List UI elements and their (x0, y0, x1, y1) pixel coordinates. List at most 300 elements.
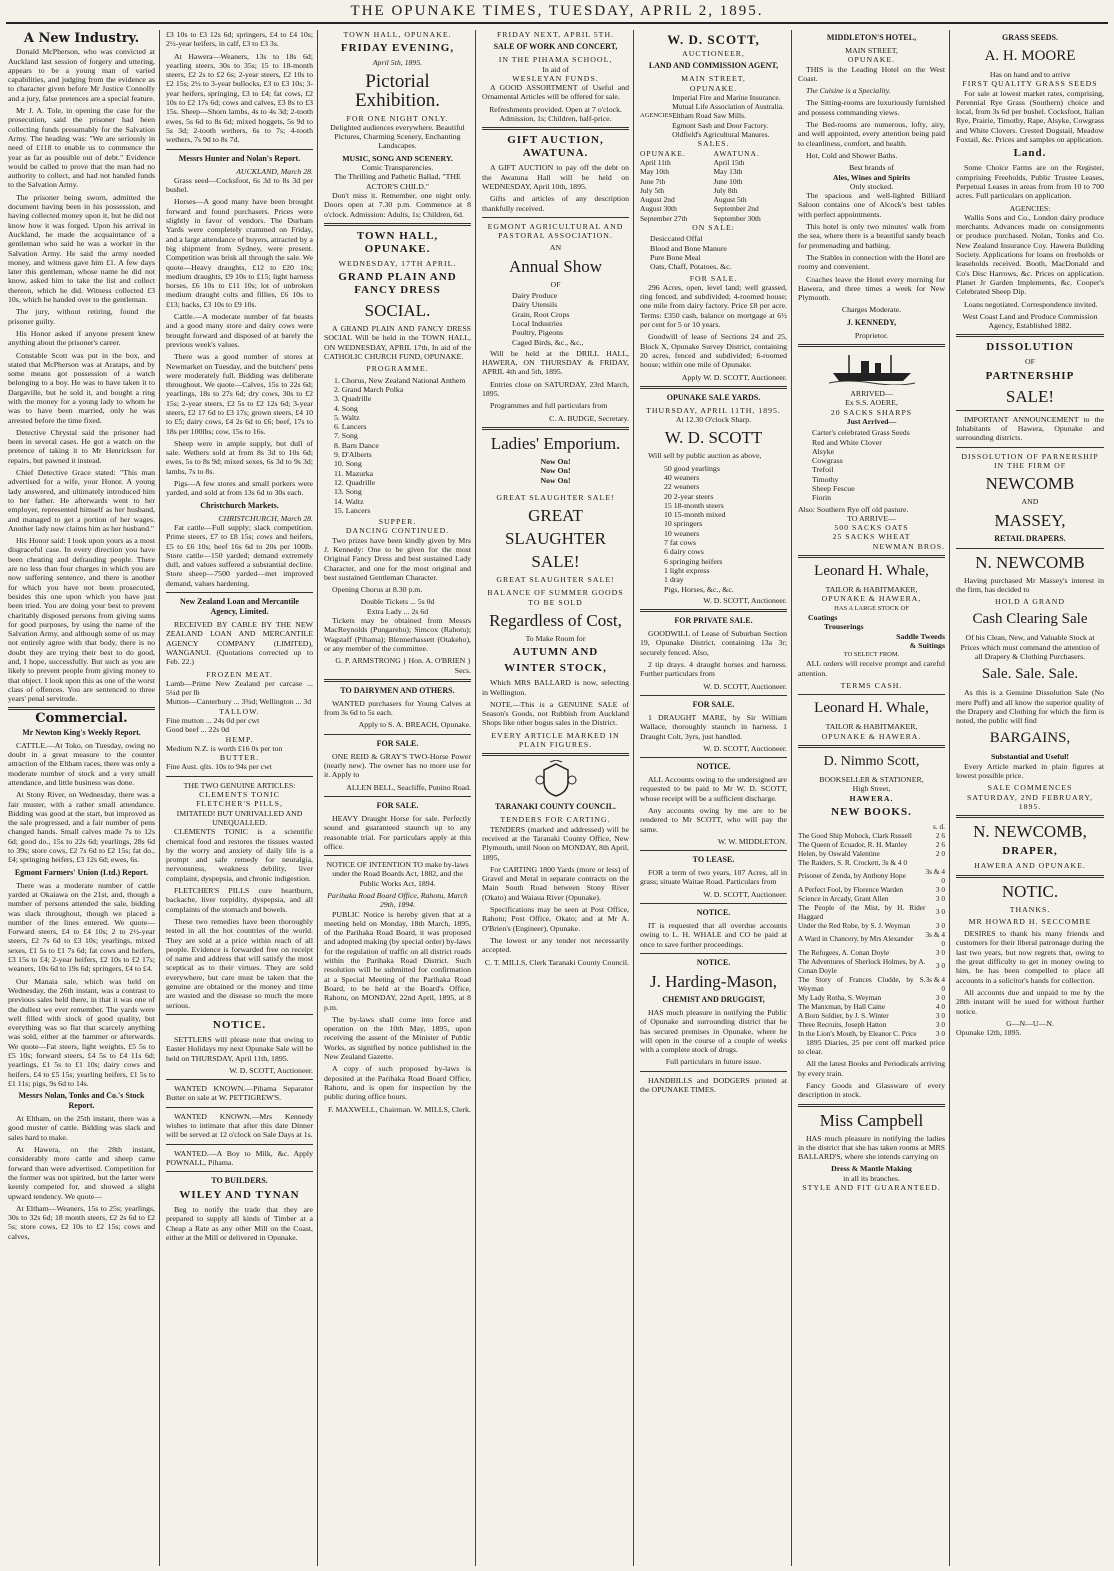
ad-paragraph: 296 Acres, open, level land; well grassed, ring fenced, and subdivided; 4-roomed house; one mile from dairy factory. Price £8 per acre. Terms: £350 cash, balance on mortgage at 6½ per cent for 5 or 10 years. (640, 282, 787, 330)
programme-heading: PROGRAMME. (366, 364, 429, 374)
show-item: Local Industries (512, 318, 563, 328)
ad-heading: NOTICE. (696, 908, 731, 918)
draper-heading: DRAPER, (1002, 845, 1058, 858)
sale-date: September 27th (640, 213, 688, 223)
ad-line: Comic Transparencies. (361, 163, 434, 173)
ad-paragraph: HANDBILLS and DODGERS printed at the OPUNAKE TIMES. (640, 1075, 787, 1095)
book-title: A Perfect Fool, by Florence Warden (798, 884, 904, 894)
ad-paragraph: West Coast Land and Produce Commission Agency, Established 1882. (962, 311, 1098, 331)
book-title: Prisoner of Zenda, by Anthony Hope (798, 871, 906, 881)
signature: G. P. ARMSTRONG } Hon. A. O'BRIEN } Secs. (335, 656, 471, 675)
ad-paragraph: THIS is the Leading Hotel on the West Coast. (798, 64, 945, 83)
programme-item: 11. Mazurka (334, 468, 374, 478)
ad-line: MR HOWARD H. SECCOMBE (968, 916, 1092, 926)
date-line: Opunake 12th, 1895. (956, 1028, 1022, 1038)
article-paragraph: Chief Detective Grace stated: "This man advertised for a wife, your Honor. A young lady answered, and ultimately introduced him to her father. He afterwards went to her employer, represented himself as her husband, and managed to get a portion of her wages. Another lady now claims him as her husband." (8, 468, 155, 533)
divider (166, 149, 313, 150)
divider (166, 1079, 313, 1080)
ladies-emporium: Ladies' Emporium. (490, 433, 621, 453)
divider (482, 753, 629, 756)
massey-heading: MASSEY, (994, 510, 1066, 530)
article-paragraph: Horses—A good many have been brought forward and found purchasers. Prices were slightly in favor of vendors. The Durham Yards were completely crammed on Friday, and a large attendance of buyers, attracted by a big shipment from Sydney, were present. Competition was brisk all through the sale. We quote—Heavy draughts, £12 to £20 10s; medium draughts, £9 10s to £15; light harness horses, £6 10s to £11 10s; lot of unbroken medium draught colts and fillies, £6 10s to £13; hacks, £3 10s to £9 10s. (166, 197, 313, 309)
divider (482, 427, 629, 430)
slaughter-heading: SLAUGHTER (504, 529, 607, 549)
sale-date: September 30th (713, 213, 761, 223)
ad-line: AGENCIES: (1009, 203, 1051, 213)
ad-paragraph: A copy of such proposed by-laws is deposited at the Parihaka Road Board Office, Rahotu, and is open for inspection by the public during office hours. (324, 1064, 471, 1102)
ad-heading: FRIDAY EVENING, (340, 42, 455, 55)
agency-item: Mutual Life Association of Australia. (672, 102, 784, 112)
divider (8, 707, 155, 710)
signature: NEWMAN BROS. (872, 541, 945, 551)
ad-line: 20 SACKS SHARPS (830, 407, 913, 417)
ad-heading: THE TWO GENUINE ARTICLES: (183, 780, 296, 790)
divider (640, 1071, 787, 1072)
market-heading: FROZEN MEAT. (206, 669, 273, 679)
ad-line: OPUNAKE & HAWERA, (821, 594, 922, 604)
regardless-heading: Regardless of Cost, (489, 610, 622, 630)
ad-heading: EGMONT AGRICULTURAL AND PASTORAL ASSOCIATION. (487, 221, 624, 241)
book-title: The Good Ship Mohock, Clark Russell (798, 830, 912, 840)
book-price: 3s & 4 0 (925, 929, 945, 948)
ad-paragraph: Programmes and full particulars from (490, 401, 608, 411)
seed-item: Timothy (812, 474, 839, 484)
stock-item: 7 fat cows (664, 538, 697, 548)
ad-heading: DISSOLUTION (986, 341, 1074, 354)
article-paragraph: RECEIVED BY CABLE BY THE NEW ZEALAND LOAN AND MERCANTILE AGENCY COMPANY (LIMITED), WANGANUI. (Quotations corrected up to Feb. 22.) (166, 620, 313, 667)
signature: ALLEN BELL, Seacliffe, Punino Road. (346, 782, 471, 792)
stock-item: 6 dairy cows (664, 547, 704, 557)
article-paragraph: Pigs—A few stores and small porkers were yarded, and sold at from 13s 6d to 30s each. (166, 479, 313, 498)
ad-paragraph: Hot, Cold and Shower Baths. (806, 150, 898, 160)
article-paragraph: Constable Scott was put in the box, and stated that McPherson was at Arataps, and by some means got possession of a watch belonging to a boy. He was to have taken it to Dargaville, but he sold it, and bought a ring with the money for a young lady to whom he was to have been married, only he was arrested before the time fixed. (8, 350, 155, 425)
ad-paragraph: HAS much pleasure in notifying the Public of Opunake and surrounding district that he has secured premises in Opunake, where he will open in the course of a couple of weeks with a complete stock of drugs. (640, 1007, 787, 1055)
ad-paragraph: All accounts due and unpaid to me by the 28th instant will be sued for without further notice. (956, 987, 1104, 1016)
article-paragraph: The prisoner being sworn, admitted the document having been in his possession, and having collected money upon it, but he did not know how it was forged. Upon his arrival in Auckland, he made the acquaintance of a gentleman who said he was a worker in the Salvation Army. He said the army needed money, and witness gave him £1. A few days later this gentleman, whose name he did not know, asked him to take the list and collect thereon, which he did. Witness collected £3 10s, which he handed over to the gentleman. (8, 192, 155, 305)
ad-line: HAWERA AND OPUNAKE. (974, 861, 1086, 871)
divider (798, 344, 945, 347)
ad-line: TO SELECT FROM. (843, 651, 900, 659)
article-paragraph: Beg to notify the trade that they are prepared to supply all kinds of Timber at a Cheap a Rate as any other Mill on the Coast, either at the Mill or delivered in Opunake. (166, 1205, 313, 1243)
land-heading: Land. (1013, 147, 1047, 160)
ad-heading: FLETCHER'S PILLS, (196, 799, 283, 809)
divider (324, 223, 471, 226)
article-paragraph: At Eltham—Weaners, 15s to 25s; yearlings, 30s to 32s 6d; 18 month steers, £2 2s 6d to £2 5s; store cows, £2 10s to £2 15s; cows and calves, (8, 1203, 155, 1241)
stock-item: 15 18-month steers (664, 500, 724, 510)
subhead-egmont-farmers: Egmont Farmers' Union (Ltd.) Report. (14, 867, 149, 877)
ad-line: AUCTIONEER, (682, 49, 745, 58)
sale-date: August 2nd (640, 195, 675, 205)
whale-heading: Leonard H. Whale, (814, 563, 929, 580)
book-price: 3 0 (935, 907, 945, 917)
ad-paragraph: DESIRES to thank his many friends and customers for their liberal patronage during the last two years, but now regrets that, owing to the great difficulty to get in money owing to him, he has been compelled to place all accounts in a solicitor's hands for collection. (956, 929, 1104, 985)
agency-item: Oldfield's Agricultural Manures. (672, 130, 770, 140)
ad-line: SUPPER. (378, 517, 417, 527)
book-price: 2 0 (935, 848, 945, 858)
divider (640, 386, 787, 389)
article-paragraph: There was a moderate number of cattle yarded at Okaiawa on the 21st, and, though a number of persons attended the sale, bidding was slack throughout, though we placed a number of the lines entered. We quote—Forward steers, £4 to £4 10s; 2 to 2½-year steers, £2 7s 6d to £3 10s; yearlings, mixed sexes, £1 5s to £1 7s 6d; fat cows and heifers, £3 15s to £4; 2-year heifers, £2 10s to £2 17s; weaners, 10s 6d to 19s 6d; springers, £4 to £4. (8, 880, 155, 974)
ad-paragraph: Which MRS BALLARD is now, selecting in Wellington. (482, 678, 629, 697)
book-title: The Story of Frances Cludde, by S. Weyman (798, 974, 926, 993)
show-item: Dairy Utensils (512, 300, 558, 310)
ad-heading: AUTUMN AND (512, 646, 599, 659)
ad-heading: PARTNERSHIP (985, 369, 1075, 382)
divider (166, 592, 313, 593)
agency-item: Imperial Fire and Marine Insurance. (672, 92, 781, 102)
book-title: In the Lion's Mouth, by Eleanor C. Price (798, 1028, 917, 1038)
sale-date: September 2nd (713, 204, 759, 214)
ad-paragraph: Gifts and articles of any description thankfully received. (482, 194, 629, 213)
ad-line: ARRIVED— (850, 389, 893, 399)
divider (482, 217, 629, 218)
ad-paragraph: IT is requested that all overdue accounts owing to L. H. WHALE and CO be paid at once to save further proceedings. (640, 921, 787, 949)
programme-item: 12. Quadrille (334, 477, 376, 487)
cloth-item: Coatings (808, 612, 838, 622)
article-paragraph: Cattle.—A moderate number of fat beasts and a good many store and dairy cows were brought forward and disposed of at barely the previous week's values. (166, 312, 313, 349)
column-2 (162, 30, 318, 1566)
article-paragraph: CATTLE.—At Toko, on Tuesday, owing no doubt in a great measure to the counter attraction of the Eltham races, there was only a moderate number of stock and a very small attendance, and little business was done. (8, 740, 155, 787)
sale-date: May 13th (713, 167, 743, 177)
ad-line: OPUNAKE. (689, 83, 738, 93)
ad-paragraph: Delighted audiences everywhere. Beautiful Pictures, Charming Scenery, Enchanting Landscapes. (330, 122, 465, 151)
signature: W. D. SCOTT, Auctioneer. (703, 595, 787, 605)
book-price: 3 0 (935, 961, 945, 971)
sale-date: August 5th (713, 195, 747, 205)
ad-line: TO ARRIVE— (847, 513, 896, 523)
agencies-list (672, 93, 787, 139)
now-on: Now On! (540, 475, 571, 485)
ad-paragraph: Fancy Goods and Glassware of every description in stock. (798, 1081, 945, 1100)
ad-paragraph: A GIFT AUCTION to pay off the debt on the Awatuna Hall will be held on WEDNESDAY, April 10th, 1895. (482, 163, 629, 191)
ad-paragraph: Every Article marked in plain figures at lowest possible price. (956, 761, 1104, 781)
divider (798, 745, 945, 748)
divider (956, 334, 1104, 337)
ad-paragraph: Coaches leave the Hotel every morning for Hawera, and three times a week for New Plymouth. (798, 274, 945, 303)
now-on: Now On! (540, 466, 571, 476)
programme-item: 10. Song (334, 459, 362, 469)
nimmo-heading: D. Nimmo Scott, (823, 753, 920, 769)
column-7 (952, 30, 1108, 1566)
ad-heading: TOWN HALL, OPUNAKE. (343, 30, 452, 39)
books-table (798, 822, 945, 1038)
book-title: Science in Arcady, Grant Allen (798, 893, 889, 903)
ad-paragraph: IMPORTANT ANNOUNCEMENT to the Inhabitants of Hawera, Opunake and surrounding districts. (956, 414, 1104, 443)
ad-paragraph: The spacious and well-lighted Billiard Saloon contains one of Alcock's best tables with perfect appointments. (798, 191, 945, 219)
signature: C. A. BUDGE, Secretary. (549, 413, 629, 423)
dateline: Parihaka Road Board Office, Rahotu, March 29th, 1894. (327, 891, 468, 910)
divider (640, 903, 787, 904)
ad-paragraph: Goodwill of lease of Sections 24 and 25, Block X, Opunake Survey District, containing 20 acres, fenced and subdivided; 6-roomed house; within one mile of Opunake. (640, 332, 787, 370)
article-paragraph: At Hawera, on the 28th instant, considerably more cattle and sheep came forward than were advertised. Competition for the former was not spirited, but the latter were keenly competed for, and showed a slight upward tendency. We quote— (8, 1145, 155, 1201)
ad-heading: SALE OF WORK AND CONCERT, (493, 42, 618, 52)
divider (166, 1014, 313, 1015)
ad-heading: FOR PRIVATE SALE. (674, 616, 753, 626)
article-paragraph: His Honor said: I look upon yours as a most disgraceful case. In every direction you have been cheating and defrauding people. There are no less than four charges in which you are now suffering sentence, and there is another for which you have not been prosecuted, besides this one upon which you have just been tried. You are doing your best to prevent charitably disposed persons from giving sums for good purposes, by using the name of the Salvation Army, and although some of us may not entirely agree with that body, there is no doubt they are trying their best to do good, and, I hope, successfully. But such as you are likely to prevent people from giving money to that object. I look upon this as one of the worst class of offences. You are sentenced to three years' penal servitude. (8, 536, 155, 704)
article-paragraph: SETTLERS will please note that owing to Easter Holidays my next Opunake Sale will be held on THURSDAY, April 11th, 1895. (166, 1034, 313, 1063)
divider (956, 447, 1104, 448)
agency-item: Egmont Sash and Door Factory. (672, 120, 769, 130)
sale-sale-heading: Sale. Sale. Sale. (981, 666, 1079, 683)
programme-item: 9. D'Alberts (334, 450, 372, 460)
subhead-christchurch: Christchurch Markets. (200, 500, 279, 510)
divider (798, 1104, 945, 1107)
divider (324, 734, 471, 735)
ad-line: The Thrilling and Pathetic Ballad, "THE ACTOR'S CHILD." (334, 172, 461, 191)
stock-item: 40 weaners (664, 472, 700, 482)
onsale-list (650, 234, 787, 271)
divider (324, 855, 471, 856)
signature: W. D. SCOTT, Auctioneer. (703, 889, 787, 899)
signature: W. D. SCOTT, Auctioneer. (703, 681, 787, 691)
book-price: 3 0 (935, 893, 945, 903)
ad-line: Ales, Wines and Spirits (832, 172, 911, 182)
whale-heading: Leonard H. Whale, (814, 700, 929, 717)
notic-heading: NOTIC. (1001, 881, 1059, 901)
ad-heading: WINTER STOCK, (504, 662, 607, 675)
classified: WANTED.—A Boy to Milk, &c. Apply POWNALL, Pihama. (166, 1148, 313, 1167)
annual-show: Annual Show (508, 256, 603, 276)
ad-paragraph: Two prizes have been kindly given by Mrs J. Kennedy: One to be given for the most Original Fancy Dress and best sustained Lady Character, and one for the most original and best sustained Gentleman Character. (324, 535, 471, 582)
ad-line: THANKS. (1009, 904, 1051, 914)
ad-line: MAIN STREET, (681, 74, 746, 84)
subhead-nolan-tonks: Messrs Nolan, Tonks and Co.'s Stock Report. (18, 1091, 145, 1111)
ad-paragraph: Of his Clean, New, and Valuable Stock at Prices which must command the attention of all Drapery & Clothing Purchasers. (960, 633, 1100, 661)
subhead-newton-king: Mr Newton King's Weekly Report. (22, 727, 141, 737)
signature: F. MAXWELL, Chairman. W. MILLS, Clerk. (328, 1104, 471, 1114)
steamship-icon (827, 351, 917, 385)
book-title: The People of the Mist, by H. Rider Haggard (798, 902, 926, 921)
stock-item: 6 springing heifers (664, 556, 723, 566)
sale-date: May 10th (640, 167, 669, 177)
stock-item: 1 light express (664, 565, 710, 575)
article-paragraph: Fat cattle—Full supply; slack competition. Prime steers, £7 to £8 15s; cows and heifers, £5 to £6 10s; beef 16s 6d to 20s per 100lb. Store cattle—150 yarded; demand extremely dull, and values suffered a substantial decline. Store sheep—7500 yarded—met improved demand, values hardening. (166, 522, 313, 588)
ad-line: SALE COMMENCES (987, 783, 1073, 793)
programme-item: 14. Waltz (334, 496, 364, 506)
programme-item: 8. Barn Dance (334, 440, 379, 450)
seed-item: Fiorin (812, 493, 832, 503)
col-header: OPUNAKE. (640, 148, 686, 158)
cloth-item: Trouserings (824, 622, 864, 632)
article-paragraph: Our Manaia sale, which was held on Wednesday, the 26th instant, was a contrast to previous sales held there, in that it was one of the dullest we ever remember. The yards were well filled with stock of good quality, but everything was so flat that scarcely anything was sold, either at the hammer or afterwards. We quote—Fat steers, light weights, £5 5s to £5 10s; forward steers, £4 5s to £4 11s 6d; yearlings, £1 5s to £1 10s; dairy cows and heifers, £4 to £5 15s; yearling heifers, £1 5s to £1 11s; pigs, 9s 6d to 14s. (8, 976, 155, 1088)
sales-heading: SALES. (697, 139, 730, 149)
book-title: My Lady Rotha, S. Weyman (798, 992, 882, 1002)
divider (166, 1107, 313, 1108)
sales-table (640, 149, 787, 223)
wds-heading: W. D. SCOTT (664, 428, 763, 448)
column-4 (478, 30, 634, 1566)
classified: WANTED KNOWN.—Mrs Kennedy wishes to intimate that after this date Dinner will be served at 12 o'clock on Sale Days at 1s. (166, 1111, 313, 1140)
book-title: The Adventures of Sherlock Holmes, by A. Conan Doyle (798, 956, 926, 975)
ad-paragraph: Some Choice Farms are on the Register, comprising Freeholds, Public Trustee Leases, Perpetual Leases in areas from from 10 to 700 acres. Full particulars on application. (956, 163, 1104, 201)
article-paragraph: At Stony River, on Wednesday, there was a fair muster, with a rather small attendance. Bidding was good at the start, but improved as the sale progressed, and a fair number of pens changed hands. Small calves made 7s to 12s 6d; good do., 15s to 22s 6d; yearlings, 28s 6d to 39s; store cows, £2 7s 6d to £2 15s; fat do., £4; springing heifers, £3 12s 6d; ewes, 6s. (8, 790, 155, 865)
ad-line: 25 SACKS WHEAT (832, 532, 911, 542)
cloth-item: & Suitings (909, 640, 945, 650)
stock-item: 10 springers (664, 519, 703, 529)
book-price: 3 0 (935, 920, 945, 930)
divider (798, 694, 945, 695)
ad-line: MAIN STREET, (845, 46, 898, 55)
programme-item: 7. Song (334, 431, 358, 441)
ad-heading: TARANAKI COUNTY COUNCIL. (494, 802, 617, 812)
article-paragraph: Donald McPherson, who was convicted at Auckland last session of forgery and uttering, appears to be a young man of varied capabilities, and judging from the evidence as to character given before Mr Justice Connolly and a jury, false pretences are a special feature. (8, 47, 155, 103)
ad-paragraph: Will be held at the DRILL HALL, HAWERA, ON THURSDAY & FRIDAY, APRIL 4th and 5th, 1895. (482, 348, 629, 377)
article-paragraph: At Eltham, on the 25th instant, there was a good muster of cattle. Bidding was slack and sales hard to make. (8, 1114, 155, 1142)
ad-heading: GRASS SEEDS. (1001, 33, 1059, 42)
book-title: A Born Soldier, by J. S. Winter (798, 1010, 889, 1020)
forsale-heading: FOR SALE. (689, 273, 738, 283)
ad-line: Best brands of (848, 163, 895, 173)
article-paragraph: £3 10s to £3 12s 6d; springers, £4 to £4 10s; 2½-year heifers, in calf, £3 to £3 3s. (166, 30, 313, 49)
seeds-list (812, 428, 945, 502)
article-paragraph: There was a good number of stores at Newmarket on Tuesday, and the butchers' pens were moderately full. Bidding was deliberate throughout. We quote—Calves, 15s to 22s 6d; yearlings, 18s to 27s 6d; dry cows, 30s to £2 15s; 2-year steers, £2 5s to £2 12s 6d; 3-year steers, £2 17 6d to £3 17s; grown steers, £4 10 to £5; dairy cows, £4 2s 6d to £6; beef, 17s to 18s per 100lbs; cow, 15s to 16s. (166, 352, 313, 436)
stock-item: 50 good yearlings (664, 463, 720, 473)
ad-paragraph: All the latest Books and Periodicals arriving by every train. (798, 1059, 945, 1078)
book-price: 3 0 (935, 1010, 945, 1020)
ad-line: Just Arrived— (846, 416, 897, 426)
sale-date: August 30th (640, 204, 677, 214)
agency-item: Eltham Road Saw Mills. (672, 111, 746, 121)
column-5 (636, 30, 792, 1566)
book-price: 3 0 (935, 992, 945, 1002)
market-line: Medium N.Z. is worth £16 0s per ton (166, 743, 283, 753)
ad-paragraph: NOTE.—This is a GENUINE SALE of Season's Goods, not Rubbish from Auckland Shops like other bogus sales in the District. (482, 699, 629, 728)
ad-heading: NOTICE. (696, 762, 731, 772)
programme-item: 13. Song (334, 487, 362, 497)
ad-line: TAILOR & HABITMAKER, (825, 722, 918, 732)
article-paragraph: These two remedies have been thoroughly tested in all the hot countries of the world. They are sold at a price within reach of all people. Evidence is forwarded free on receipt of name and address that will satisfy the most sceptical as to their virtues. They are sold everywhere, but care must be taken that the genuine are obtained or the money and time are wasted and the disease so much the more serious. (166, 916, 313, 1010)
bargains-heading: BARGAINS, (989, 730, 1071, 747)
article-paragraph: His Honor asked if anyone present knew anything about the prisoner's career. (8, 328, 155, 348)
newspaper-columns (4, 30, 1110, 1566)
show-items (512, 291, 629, 347)
nnewcomb-heading: N. NEWCOMB, (973, 822, 1087, 842)
sale-date: July 8th (713, 185, 738, 195)
programme-item: 2. Grand March Polka (334, 384, 404, 394)
book-title: The Manxman, by Hall Caine (798, 1001, 885, 1011)
market-line: Fine Aust. qlts. 10s to 94s per cwt (166, 762, 272, 772)
ad-paragraph: 1895 Diaries, 25 per cent off marked price to clear. (798, 1037, 945, 1057)
book-title: Under the Red Robe, by S. J. Weyman (798, 920, 911, 930)
headline-new-industry: A New Industry. (23, 31, 140, 46)
article-paragraph: Detective Chrystal said the prisoner had been in several cases. He got a watch on the pretence of taking it to Mr Henrickson for repairs, but pawned it instead. (8, 427, 155, 465)
onsale-item: Desiccated Offal (650, 234, 703, 244)
ad-heading: TO LEASE. (692, 855, 735, 865)
ad-paragraph: Tickets may be obtained from Messrs MacReynolds (Pungarehu); Simcox (Rahotu); Wagstaff (Pihama); Blennerhassett (Otakeho), or any member of the committee. (324, 616, 471, 653)
sale-date: June 7th (640, 176, 666, 186)
divider (324, 679, 471, 682)
divider (956, 410, 1104, 411)
ad-line: TENDERS FOR CARTING. (500, 815, 611, 825)
ad-line: FOR ONE NIGHT ONLY. (346, 113, 449, 123)
ad-paragraph: The Sitting-rooms are luxuriously furnished and possess commanding views. (798, 98, 945, 117)
col-header: AWATUNA. (713, 148, 760, 158)
ad-paragraph: FOR a term of two years, 107 Acres, all in grass; situate Waitae Road. Particulars from (640, 868, 787, 887)
ad-paragraph: The Stables in connection with the Hotel are roomy and convenient. (798, 252, 945, 272)
book-price: 3s & 4 0 (925, 866, 945, 885)
ad-paragraph: The lowest or any tender not necessarily accepted. (482, 935, 629, 955)
agencies-table (640, 93, 787, 139)
divider (324, 796, 471, 797)
divider (640, 953, 787, 954)
newcomb-heading: NEWCOMB (985, 474, 1075, 494)
ad-paragraph: Opening Chorus at 8.30 p.m. (332, 585, 423, 595)
ad-paragraph: Entries close on SATURDAY, 23rd March, 1895. (482, 379, 629, 399)
ad-paragraph: For CARTING 1800 Yards (more or less) of Gravel and Metal in separate contracts on the Main South Road between Stony River (Okato) and Waiaua River (Opunake). (482, 864, 629, 902)
programme-item: 1. Chorus, New Zealand National Anthem (334, 375, 466, 385)
ad-paragraph: For sale at lowest market rates, comprising, Perennial Rye Grass (Southern) choice and local, from 3s 6d per bushel. Cocksfoot, Italian Rye, Prairie, Timothy, Rape, Alsyke, Cowgrass and White Clovers. Crested Dogstail, Meadow Foxtail, &c. Prices and samples on application. (956, 88, 1104, 145)
nnewcomb-heading: N. NEWCOMB (975, 552, 1085, 572)
article-paragraph: Mr J. A. Tole, in opening the case for the prosecution, said the prisoner had been collecting funds presumably for the Salvation Army. The heading was: "We are seriously in need of £118 to enable us to commence the year as far as possible out of debt." Evidence would be called to prove that the man had no authority to collect, and had not handed funds to the Salvation Army. (8, 106, 155, 190)
divider (640, 695, 787, 696)
ad-paragraph: Loans negotiated. Correspondence invited. (964, 299, 1098, 309)
ad-line: STYLE AND FIT GUARANTEED. (802, 1183, 941, 1193)
book-price: 3 0 (935, 1019, 945, 1029)
ad-line: Has on hand and to arrive (989, 70, 1071, 79)
seed-item: Alsyke (812, 446, 835, 456)
show-item: Grain, Root Crops (512, 309, 570, 319)
divider (166, 1144, 313, 1145)
headline-commercial: Commercial. (35, 711, 128, 727)
ad-line: High Street, (852, 784, 891, 794)
classified: WANTED KNOWN.—Pihama Separator Butter on sale at W. PETTIGREW'S. (166, 1084, 313, 1103)
ad-heading: IMITATED! BUT UNRIVALLED AND UNEQUALLED. (176, 808, 303, 827)
ad-heading: CLEMENTS TONIC (199, 790, 280, 800)
book-price: 2 6 (935, 839, 945, 849)
column-3 (320, 30, 476, 1566)
ad-paragraph: This hotel is only two minutes' walk from the sea, where there is a beautiful sandy beach for promenading and bathing. (798, 222, 945, 250)
sale-heading: SALE! (531, 552, 580, 572)
ad-paragraph: GOODWILL of Lease of Suburban Section 19, Opunake District, containing 13a 3r; securely fenced. Also, (640, 629, 787, 657)
stock-item: 10 weaners (664, 528, 700, 538)
ad-line: GREAT SLAUGHTER SALE! (496, 492, 615, 502)
saleyards-heading: OPUNAKE SALE YARDS. (666, 392, 761, 402)
ad-paragraph: The by-laws shall come into force and operation on the 10th May, 1895, upon receiving the assent of the Minister of Public Works, as signified by notice published in the New Zealand Gazette. (324, 1014, 471, 1062)
ad-paragraph: PUBLIC Notice is hereby given that at a meeting held on Monday, 18th March, 1895, of the Parihaka Road Board, it was proposed and adopted making (by special order) by-laws for the regulation of traffic on all district roads within the Parihaka Road District. Such resolution will be submitted for confirmation at a Special Meeting of the Parihaka Road Board, to be held at the Board's Office, Rahotu, on MONDAY, 22nd April, 1895, at 8 p.m. (324, 909, 471, 1012)
ad-line: AN (549, 243, 562, 253)
seed-item: Trefoil (812, 465, 834, 475)
ad-paragraph: Don't miss it. Remember, one night only. Doors open at 7.30 p.m. Commence at 8 o'clock. Admission: Adults, 1s; Children, 6d. (324, 190, 471, 219)
signature: C. T. MILLS, Clerk Taranaki County Council. (484, 957, 629, 967)
ad-paragraph: Having purchased Mr Massey's interest in the firm, has decided to (956, 575, 1104, 594)
market-line: Mutton—Canterbury ... 3¾d; Wellington ... 3d (166, 697, 312, 707)
signature: Apply W. D. SCOTT, Auctioneer. (681, 372, 787, 382)
ad-heading: GRAND PLAIN AND FANCY DRESS (338, 271, 457, 297)
cloth-item: Saddle Tweeds (896, 631, 945, 641)
book-price: 3 0 (935, 884, 945, 894)
divider (640, 609, 787, 612)
divider (482, 127, 629, 130)
divider (640, 757, 787, 758)
great-heading: GREAT (528, 506, 583, 526)
seed-item: Cowgrass (812, 456, 843, 466)
stock-item: 22 weaners (664, 482, 700, 492)
programme-item: 5. Waltz (334, 412, 360, 422)
ad-paragraph: TENDERS (marked and addressed) will be received at the Taranaki County Office, New Plymouth, until Noon on MONDAY, 8th April, 1895, (482, 824, 629, 862)
show-item: Dairy Produce (512, 291, 558, 301)
ad-heading: TO DAIRYMEN AND OTHERS. (340, 685, 455, 695)
ad-line: Substantial and Useful! (991, 752, 1069, 762)
book-title: Three Recruits, Joseph Hatton (798, 1019, 887, 1029)
ad-date: April 5th, 1895. (372, 58, 423, 68)
ad-paragraph: As this is a Genuine Dissolution Sale (No mere Puff) and all know the superior quality of the Drapery and Clothing for which the firm is noted, the public will find (956, 688, 1104, 726)
market-heading: BUTTER. (219, 753, 260, 763)
seed-item: Red and White Clover (812, 437, 882, 447)
onsale-item: Oats, Chaff, Potatoes, &c. (650, 262, 732, 272)
programme-item: 3. Quadrille (334, 394, 372, 404)
divider (640, 850, 787, 851)
agencies-label: AGENCIES (640, 112, 673, 120)
ad-line: To Make Room for (525, 633, 586, 643)
